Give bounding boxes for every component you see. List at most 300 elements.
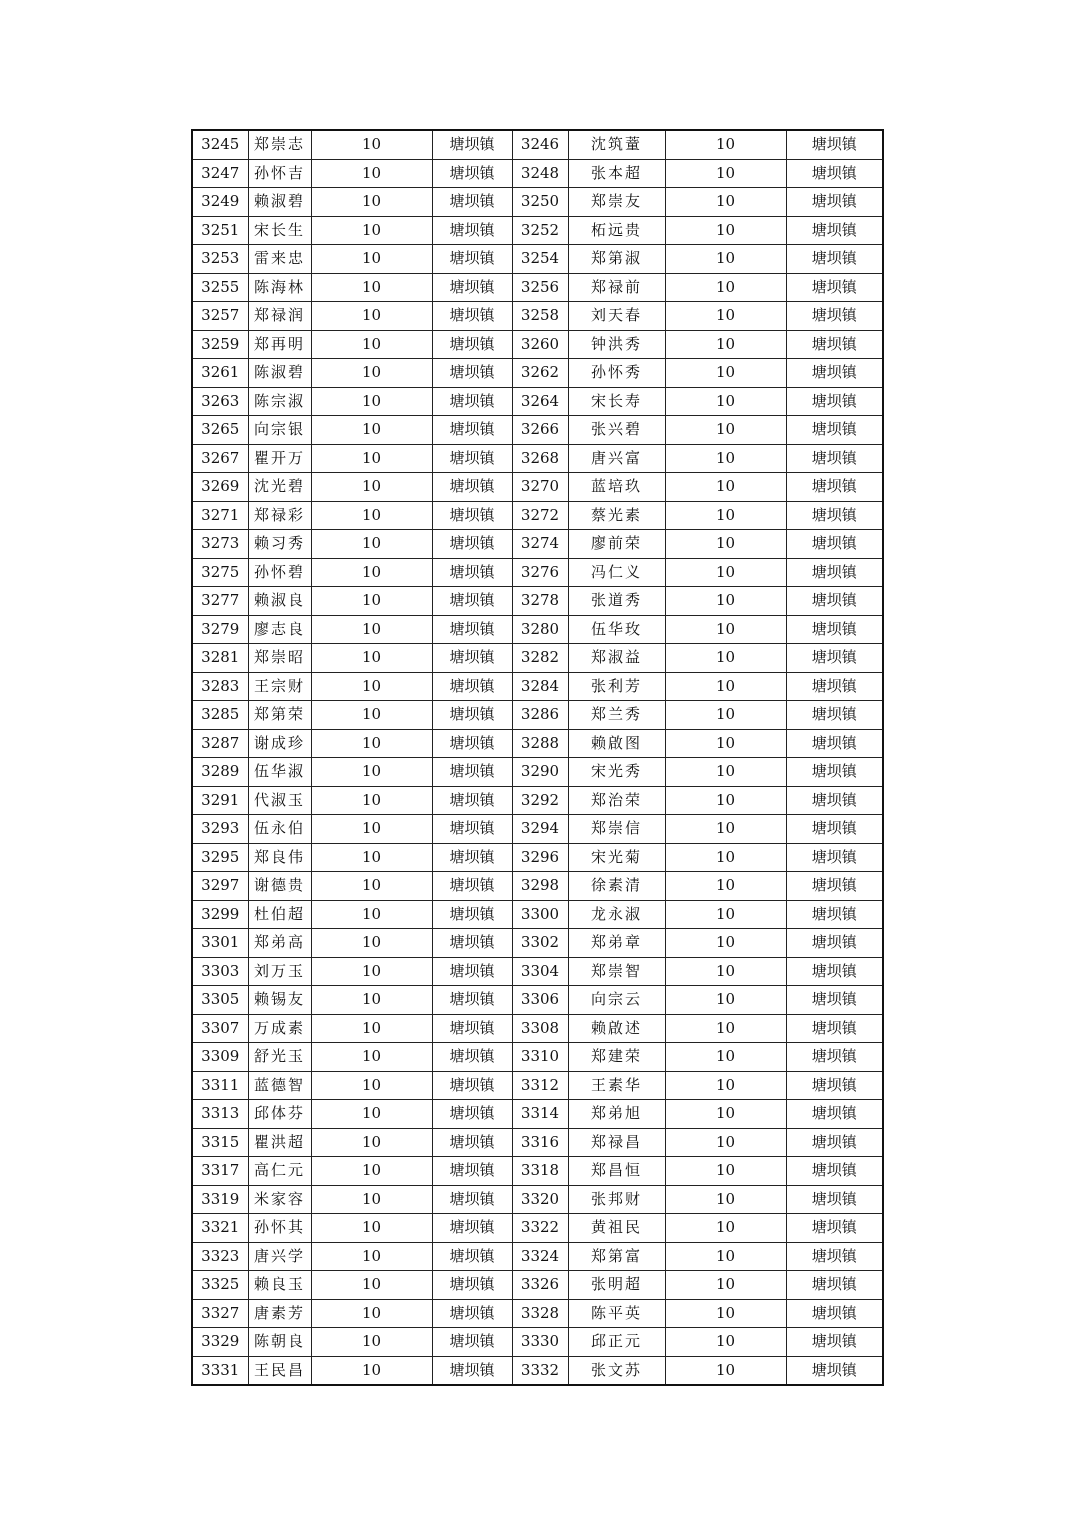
cell-town: 塘坝镇 — [432, 245, 512, 274]
cell-name: 郑弟高 — [248, 929, 311, 958]
cell-town: 塘坝镇 — [786, 1185, 883, 1214]
cell-record-id: 3278 — [512, 587, 568, 616]
cell-name: 唐素芳 — [248, 1299, 311, 1328]
cell-town: 塘坝镇 — [786, 729, 883, 758]
cell-amount: 10 — [311, 1128, 432, 1157]
cell-amount: 10 — [311, 729, 432, 758]
cell-town: 塘坝镇 — [432, 273, 512, 302]
cell-record-id: 3294 — [512, 815, 568, 844]
cell-record-id: 3249 — [192, 188, 248, 217]
cell-record-id: 3299 — [192, 900, 248, 929]
cell-record-id: 3285 — [192, 701, 248, 730]
cell-name: 瞿开万 — [248, 444, 311, 473]
cell-town: 塘坝镇 — [432, 672, 512, 701]
cell-name: 张邦财 — [568, 1185, 665, 1214]
cell-town: 塘坝镇 — [432, 587, 512, 616]
cell-amount: 10 — [665, 501, 786, 530]
table-row — [192, 501, 883, 530]
table-row — [192, 815, 883, 844]
cell-name: 钟洪秀 — [568, 330, 665, 359]
cell-record-id: 3300 — [512, 900, 568, 929]
cell-name: 谢成珍 — [248, 729, 311, 758]
cell-record-id: 3288 — [512, 729, 568, 758]
cell-town: 塘坝镇 — [432, 1271, 512, 1300]
table-row — [192, 188, 883, 217]
cell-town: 塘坝镇 — [432, 1100, 512, 1129]
cell-town: 塘坝镇 — [432, 1157, 512, 1186]
cell-amount: 10 — [665, 216, 786, 245]
cell-town: 塘坝镇 — [786, 1356, 883, 1385]
cell-name: 陈海林 — [248, 273, 311, 302]
cell-amount: 10 — [311, 872, 432, 901]
cell-name: 郑崇信 — [568, 815, 665, 844]
cell-town: 塘坝镇 — [786, 245, 883, 274]
table-row — [192, 672, 883, 701]
cell-record-id: 3318 — [512, 1157, 568, 1186]
cell-town: 塘坝镇 — [432, 729, 512, 758]
cell-name: 郑禄昌 — [568, 1128, 665, 1157]
cell-town: 塘坝镇 — [432, 1328, 512, 1357]
cell-name: 蓝德智 — [248, 1071, 311, 1100]
cell-town: 塘坝镇 — [432, 1014, 512, 1043]
cell-record-id: 3286 — [512, 701, 568, 730]
table-row — [192, 330, 883, 359]
cell-town: 塘坝镇 — [432, 615, 512, 644]
table-row — [192, 957, 883, 986]
cell-name: 王素华 — [568, 1071, 665, 1100]
cell-record-id: 3309 — [192, 1043, 248, 1072]
cell-record-id: 3306 — [512, 986, 568, 1015]
cell-name: 郑崇智 — [568, 957, 665, 986]
table-row — [192, 1071, 883, 1100]
cell-name: 郑禄前 — [568, 273, 665, 302]
cell-amount: 10 — [311, 387, 432, 416]
cell-name: 郑第荣 — [248, 701, 311, 730]
cell-record-id: 3280 — [512, 615, 568, 644]
cell-town: 塘坝镇 — [786, 758, 883, 787]
cell-name: 孙怀其 — [248, 1214, 311, 1243]
cell-amount: 10 — [311, 758, 432, 787]
cell-name: 唐兴学 — [248, 1242, 311, 1271]
table-row — [192, 273, 883, 302]
cell-record-id: 3270 — [512, 473, 568, 502]
cell-record-id: 3296 — [512, 843, 568, 872]
cell-amount: 10 — [665, 245, 786, 274]
cell-amount: 10 — [665, 872, 786, 901]
cell-amount: 10 — [311, 929, 432, 958]
cell-town: 塘坝镇 — [432, 473, 512, 502]
cell-town: 塘坝镇 — [432, 986, 512, 1015]
cell-record-id: 3274 — [512, 530, 568, 559]
cell-record-id: 3291 — [192, 786, 248, 815]
cell-amount: 10 — [665, 159, 786, 188]
cell-record-id: 3303 — [192, 957, 248, 986]
table-row — [192, 786, 883, 815]
cell-name: 张文苏 — [568, 1356, 665, 1385]
cell-name: 孙怀秀 — [568, 359, 665, 388]
cell-record-id: 3279 — [192, 615, 248, 644]
cell-amount: 10 — [311, 159, 432, 188]
table-row — [192, 416, 883, 445]
cell-amount: 10 — [665, 1043, 786, 1072]
cell-town: 塘坝镇 — [786, 1100, 883, 1129]
cell-name: 张利芳 — [568, 672, 665, 701]
cell-name: 郑再明 — [248, 330, 311, 359]
cell-town: 塘坝镇 — [432, 1356, 512, 1385]
cell-record-id: 3254 — [512, 245, 568, 274]
cell-name: 代淑玉 — [248, 786, 311, 815]
cell-name: 赖习秀 — [248, 530, 311, 559]
cell-record-id: 3276 — [512, 558, 568, 587]
cell-amount: 10 — [665, 188, 786, 217]
cell-amount: 10 — [311, 587, 432, 616]
cell-town: 塘坝镇 — [432, 1242, 512, 1271]
cell-amount: 10 — [311, 302, 432, 331]
cell-town: 塘坝镇 — [786, 1157, 883, 1186]
cell-town: 塘坝镇 — [432, 815, 512, 844]
cell-amount: 10 — [665, 843, 786, 872]
cell-amount: 10 — [311, 615, 432, 644]
table-row — [192, 444, 883, 473]
cell-town: 塘坝镇 — [432, 1185, 512, 1214]
cell-record-id: 3326 — [512, 1271, 568, 1300]
cell-name: 廖志良 — [248, 615, 311, 644]
cell-amount: 10 — [311, 1014, 432, 1043]
cell-name: 向宗云 — [568, 986, 665, 1015]
cell-record-id: 3332 — [512, 1356, 568, 1385]
cell-amount: 10 — [311, 815, 432, 844]
cell-name: 宋长寿 — [568, 387, 665, 416]
cell-amount: 10 — [665, 1100, 786, 1129]
cell-name: 张兴碧 — [568, 416, 665, 445]
cell-name: 赖啟图 — [568, 729, 665, 758]
cell-amount: 10 — [665, 1242, 786, 1271]
cell-amount: 10 — [311, 273, 432, 302]
cell-record-id: 3324 — [512, 1242, 568, 1271]
cell-name: 郑崇昭 — [248, 644, 311, 673]
table-row — [192, 729, 883, 758]
cell-name: 伍永伯 — [248, 815, 311, 844]
cell-name: 谢德贵 — [248, 872, 311, 901]
cell-name: 米家容 — [248, 1185, 311, 1214]
cell-town: 塘坝镇 — [432, 159, 512, 188]
cell-town: 塘坝镇 — [786, 843, 883, 872]
cell-record-id: 3307 — [192, 1014, 248, 1043]
cell-record-id: 3246 — [512, 130, 568, 159]
table-row — [192, 929, 883, 958]
cell-name: 陈平英 — [568, 1299, 665, 1328]
cell-town: 塘坝镇 — [432, 444, 512, 473]
table-row — [192, 159, 883, 188]
cell-name: 赖淑良 — [248, 587, 311, 616]
cell-town: 塘坝镇 — [786, 558, 883, 587]
cell-town: 塘坝镇 — [432, 758, 512, 787]
cell-name: 孙怀吉 — [248, 159, 311, 188]
cell-record-id: 3323 — [192, 1242, 248, 1271]
cell-amount: 10 — [311, 957, 432, 986]
cell-amount: 10 — [311, 330, 432, 359]
cell-name: 高仁元 — [248, 1157, 311, 1186]
cell-town: 塘坝镇 — [432, 130, 512, 159]
cell-record-id: 3275 — [192, 558, 248, 587]
cell-name: 廖前荣 — [568, 530, 665, 559]
cell-name: 王宗财 — [248, 672, 311, 701]
cell-name: 瞿洪超 — [248, 1128, 311, 1157]
cell-name: 赖良玉 — [248, 1271, 311, 1300]
cell-name: 郑崇志 — [248, 130, 311, 159]
cell-name: 蓝培玖 — [568, 473, 665, 502]
cell-amount: 10 — [665, 1299, 786, 1328]
cell-amount: 10 — [665, 130, 786, 159]
cell-amount: 10 — [311, 1242, 432, 1271]
cell-name: 刘天春 — [568, 302, 665, 331]
cell-amount: 10 — [665, 1356, 786, 1385]
cell-town: 塘坝镇 — [786, 1014, 883, 1043]
cell-name: 赖啟述 — [568, 1014, 665, 1043]
cell-record-id: 3331 — [192, 1356, 248, 1385]
cell-town: 塘坝镇 — [786, 387, 883, 416]
cell-amount: 10 — [665, 1214, 786, 1243]
cell-amount: 10 — [311, 1071, 432, 1100]
table-row — [192, 986, 883, 1015]
cell-amount: 10 — [311, 644, 432, 673]
table-row — [192, 587, 883, 616]
cell-town: 塘坝镇 — [786, 957, 883, 986]
cell-record-id: 3269 — [192, 473, 248, 502]
cell-town: 塘坝镇 — [786, 1071, 883, 1100]
cell-record-id: 3287 — [192, 729, 248, 758]
cell-record-id: 3273 — [192, 530, 248, 559]
table-row — [192, 701, 883, 730]
cell-name: 郑兰秀 — [568, 701, 665, 730]
cell-town: 塘坝镇 — [786, 444, 883, 473]
cell-amount: 10 — [311, 672, 432, 701]
cell-amount: 10 — [311, 444, 432, 473]
cell-name: 宋长生 — [248, 216, 311, 245]
cell-name: 赖淑碧 — [248, 188, 311, 217]
cell-record-id: 3314 — [512, 1100, 568, 1129]
cell-town: 塘坝镇 — [786, 872, 883, 901]
cell-town: 塘坝镇 — [786, 929, 883, 958]
cell-amount: 10 — [665, 387, 786, 416]
cell-town: 塘坝镇 — [786, 273, 883, 302]
cell-amount: 10 — [311, 216, 432, 245]
cell-amount: 10 — [665, 758, 786, 787]
cell-name: 郑弟旭 — [568, 1100, 665, 1129]
cell-town: 塘坝镇 — [786, 359, 883, 388]
cell-amount: 10 — [311, 473, 432, 502]
cell-record-id: 3259 — [192, 330, 248, 359]
table-row — [192, 302, 883, 331]
cell-name: 王民昌 — [248, 1356, 311, 1385]
cell-record-id: 3304 — [512, 957, 568, 986]
cell-name: 徐素清 — [568, 872, 665, 901]
cell-record-id: 3320 — [512, 1185, 568, 1214]
cell-record-id: 3327 — [192, 1299, 248, 1328]
cell-name: 郑禄彩 — [248, 501, 311, 530]
cell-amount: 10 — [665, 359, 786, 388]
cell-record-id: 3315 — [192, 1128, 248, 1157]
cell-amount: 10 — [665, 1071, 786, 1100]
cell-record-id: 3329 — [192, 1328, 248, 1357]
cell-amount: 10 — [665, 672, 786, 701]
cell-amount: 10 — [311, 1157, 432, 1186]
cell-record-id: 3277 — [192, 587, 248, 616]
cell-town: 塘坝镇 — [786, 1128, 883, 1157]
cell-amount: 10 — [311, 1299, 432, 1328]
cell-name: 陈朝良 — [248, 1328, 311, 1357]
table-row — [192, 245, 883, 274]
cell-amount: 10 — [311, 130, 432, 159]
cell-record-id: 3321 — [192, 1214, 248, 1243]
cell-record-id: 3250 — [512, 188, 568, 217]
cell-name: 沈筑蕫 — [568, 130, 665, 159]
cell-amount: 10 — [665, 1328, 786, 1357]
cell-record-id: 3282 — [512, 644, 568, 673]
cell-name: 邱体芬 — [248, 1100, 311, 1129]
cell-record-id: 3251 — [192, 216, 248, 245]
cell-name: 舒光玉 — [248, 1043, 311, 1072]
cell-town: 塘坝镇 — [786, 986, 883, 1015]
cell-amount: 10 — [311, 1271, 432, 1300]
cell-town: 塘坝镇 — [786, 216, 883, 245]
cell-town: 塘坝镇 — [786, 815, 883, 844]
cell-town: 塘坝镇 — [786, 159, 883, 188]
cell-record-id: 3256 — [512, 273, 568, 302]
table-row — [192, 615, 883, 644]
cell-record-id: 3268 — [512, 444, 568, 473]
cell-town: 塘坝镇 — [432, 416, 512, 445]
cell-record-id: 3317 — [192, 1157, 248, 1186]
cell-name: 柘远贵 — [568, 216, 665, 245]
cell-amount: 10 — [311, 501, 432, 530]
cell-record-id: 3263 — [192, 387, 248, 416]
table-row — [192, 900, 883, 929]
cell-name: 孙怀碧 — [248, 558, 311, 587]
cell-record-id: 3266 — [512, 416, 568, 445]
cell-record-id: 3322 — [512, 1214, 568, 1243]
cell-amount: 10 — [311, 530, 432, 559]
cell-name: 宋光菊 — [568, 843, 665, 872]
table-row — [192, 1328, 883, 1357]
cell-town: 塘坝镇 — [432, 1128, 512, 1157]
table-row — [192, 872, 883, 901]
roster-table — [191, 129, 884, 1386]
cell-town: 塘坝镇 — [432, 957, 512, 986]
cell-name: 唐兴富 — [568, 444, 665, 473]
cell-name: 龙永淑 — [568, 900, 665, 929]
cell-record-id: 3272 — [512, 501, 568, 530]
cell-town: 塘坝镇 — [432, 872, 512, 901]
cell-record-id: 3311 — [192, 1071, 248, 1100]
cell-record-id: 3290 — [512, 758, 568, 787]
table-row — [192, 1271, 883, 1300]
cell-record-id: 3293 — [192, 815, 248, 844]
cell-name: 郑建荣 — [568, 1043, 665, 1072]
cell-town: 塘坝镇 — [432, 1071, 512, 1100]
cell-name: 邱正元 — [568, 1328, 665, 1357]
cell-name: 宋光秀 — [568, 758, 665, 787]
cell-record-id: 3262 — [512, 359, 568, 388]
cell-amount: 10 — [665, 558, 786, 587]
cell-town: 塘坝镇 — [786, 587, 883, 616]
cell-amount: 10 — [665, 587, 786, 616]
cell-amount: 10 — [665, 815, 786, 844]
cell-town: 塘坝镇 — [432, 501, 512, 530]
cell-town: 塘坝镇 — [786, 672, 883, 701]
cell-record-id: 3253 — [192, 245, 248, 274]
cell-name: 张道秀 — [568, 587, 665, 616]
cell-amount: 10 — [665, 530, 786, 559]
cell-town: 塘坝镇 — [786, 501, 883, 530]
cell-town: 塘坝镇 — [786, 1043, 883, 1072]
cell-record-id: 3316 — [512, 1128, 568, 1157]
cell-name: 向宗银 — [248, 416, 311, 445]
cell-name: 郑良伟 — [248, 843, 311, 872]
cell-town: 塘坝镇 — [432, 1214, 512, 1243]
cell-record-id: 3258 — [512, 302, 568, 331]
cell-record-id: 3302 — [512, 929, 568, 958]
cell-record-id: 3330 — [512, 1328, 568, 1357]
cell-record-id: 3319 — [192, 1185, 248, 1214]
cell-record-id: 3252 — [512, 216, 568, 245]
cell-amount: 10 — [311, 900, 432, 929]
cell-town: 塘坝镇 — [786, 302, 883, 331]
cell-amount: 10 — [665, 473, 786, 502]
cell-record-id: 3265 — [192, 416, 248, 445]
cell-name: 刘万玉 — [248, 957, 311, 986]
cell-record-id: 3308 — [512, 1014, 568, 1043]
cell-record-id: 3255 — [192, 273, 248, 302]
cell-town: 塘坝镇 — [786, 1299, 883, 1328]
cell-amount: 10 — [311, 359, 432, 388]
table-row — [192, 530, 883, 559]
table-row — [192, 644, 883, 673]
cell-record-id: 3267 — [192, 444, 248, 473]
cell-name: 郑淑益 — [568, 644, 665, 673]
cell-amount: 10 — [311, 1185, 432, 1214]
cell-name: 雷来忠 — [248, 245, 311, 274]
table-row — [192, 1356, 883, 1385]
cell-town: 塘坝镇 — [786, 701, 883, 730]
cell-record-id: 3297 — [192, 872, 248, 901]
cell-town: 塘坝镇 — [786, 786, 883, 815]
cell-town: 塘坝镇 — [432, 387, 512, 416]
table-row — [192, 216, 883, 245]
cell-name: 沈光碧 — [248, 473, 311, 502]
table-row — [192, 758, 883, 787]
cell-amount: 10 — [665, 1271, 786, 1300]
cell-town: 塘坝镇 — [786, 473, 883, 502]
cell-amount: 10 — [665, 729, 786, 758]
cell-town: 塘坝镇 — [786, 1242, 883, 1271]
table-row — [192, 843, 883, 872]
cell-amount: 10 — [665, 1128, 786, 1157]
cell-town: 塘坝镇 — [786, 530, 883, 559]
cell-record-id: 3310 — [512, 1043, 568, 1072]
cell-town: 塘坝镇 — [786, 644, 883, 673]
cell-record-id: 3289 — [192, 758, 248, 787]
cell-amount: 10 — [311, 1043, 432, 1072]
cell-town: 塘坝镇 — [432, 644, 512, 673]
cell-town: 塘坝镇 — [786, 330, 883, 359]
cell-record-id: 3248 — [512, 159, 568, 188]
cell-record-id: 3295 — [192, 843, 248, 872]
cell-name: 郑治荣 — [568, 786, 665, 815]
cell-name: 郑崇友 — [568, 188, 665, 217]
cell-name: 郑禄润 — [248, 302, 311, 331]
cell-amount: 10 — [665, 701, 786, 730]
